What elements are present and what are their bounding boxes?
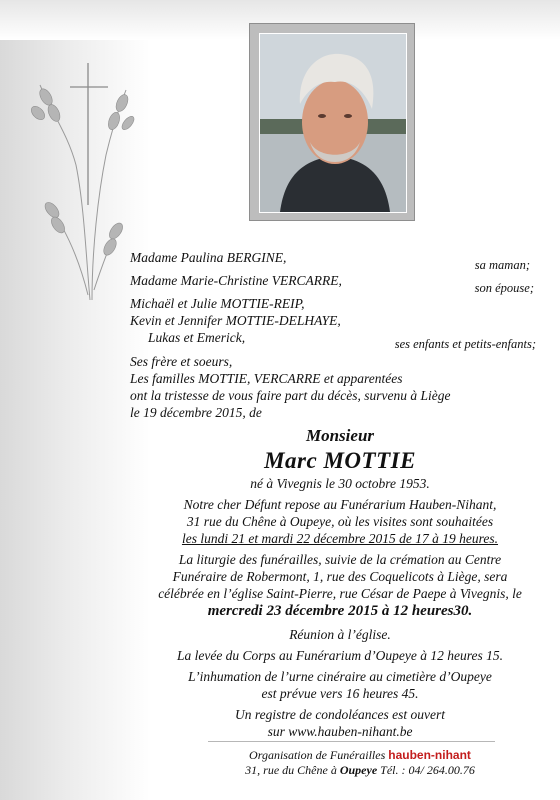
body-removal: La levée du Corps au Funérarium d’Oupeye à 12 heures 15. <box>176 648 504 663</box>
organizer-prefix: Organisation de Funérailles <box>249 748 386 762</box>
footer-divider <box>208 741 495 742</box>
family-line-3: Michaël et Julie MOTTIE-REIP, <box>130 296 305 311</box>
brand-logo: hauben-nihant <box>388 748 471 762</box>
funeral-date: mercredi 23 décembre 2015 à 12 heures30. <box>207 603 473 619</box>
registry-line-2: sur www.hauben-nihant.be <box>267 724 413 739</box>
wake-line-1: Notre cher Défunt repose au Funérarium Hauben-Nihant, <box>183 497 497 512</box>
family-line-9: le 19 décembre 2015, de <box>130 405 262 420</box>
family-line-6: Ses frère et soeurs, <box>130 354 233 369</box>
telephone: Tél. : 04/ 264.00.76 <box>380 763 475 777</box>
deceased-name: Marc MOTTIE <box>264 448 416 473</box>
portrait-photo <box>259 33 407 213</box>
relation-mother: sa maman; <box>474 258 530 272</box>
family-line-5: Lukas et Emerick, <box>148 330 246 345</box>
deceased-title: Monsieur <box>305 426 375 445</box>
address-town: Oupeye <box>339 763 378 777</box>
portrait-frame <box>249 23 415 221</box>
family-line-1: Madame Paulina BERGINE, <box>130 250 287 265</box>
relation-wife: son épouse; <box>474 281 534 295</box>
wake-line-2: 31 rue du Chêne à Oupeye, où les visites sont souhaitées <box>186 514 494 529</box>
burial-line-1: L’inhumation de l’urne cinéraire au cimetière d’Oupeye <box>188 669 492 684</box>
liturgy-line-3: célébrée en l’église Saint-Pierre, rue César de Paepe à Vivegnis, le <box>158 586 522 601</box>
cross-wheat-icon <box>18 55 138 305</box>
deceased-birth: né à Vivegnis le 30 octobre 1953. <box>250 476 430 491</box>
address-prefix: 31, rue du Chêne à <box>245 763 337 777</box>
relation-children: ses enfants et petits-enfants; <box>394 337 536 351</box>
family-line-7: Les familles MOTTIE, VERCARRE et apparentées <box>130 371 403 386</box>
family-line-4: Kevin et Jennifer MOTTIE-DELHAYE, <box>130 313 341 328</box>
liturgy-line-2: Funéraire de Robermont, 1, rue des Coquelicots à Liège, sera <box>172 569 508 584</box>
meeting-note: Réunion à l’église. <box>289 627 391 642</box>
footer-organizer <box>215 748 505 778</box>
wake-line-3: les lundi 21 et mardi 22 décembre 2015 de 17 à 19 heures. <box>181 531 499 546</box>
liturgy-line-1: La liturgie des funérailles, suivie de la crémation au Centre <box>178 552 502 567</box>
family-line-2: Madame Marie-Christine VERCARRE, <box>130 273 342 288</box>
burial-line-2: est prévue vers 16 heures 45. <box>261 686 419 701</box>
family-line-8: ont la tristesse de vous faire part du décès, survenu à Liège <box>130 388 451 403</box>
registry-line-1: Un registre de condoléances est ouvert <box>234 707 446 722</box>
